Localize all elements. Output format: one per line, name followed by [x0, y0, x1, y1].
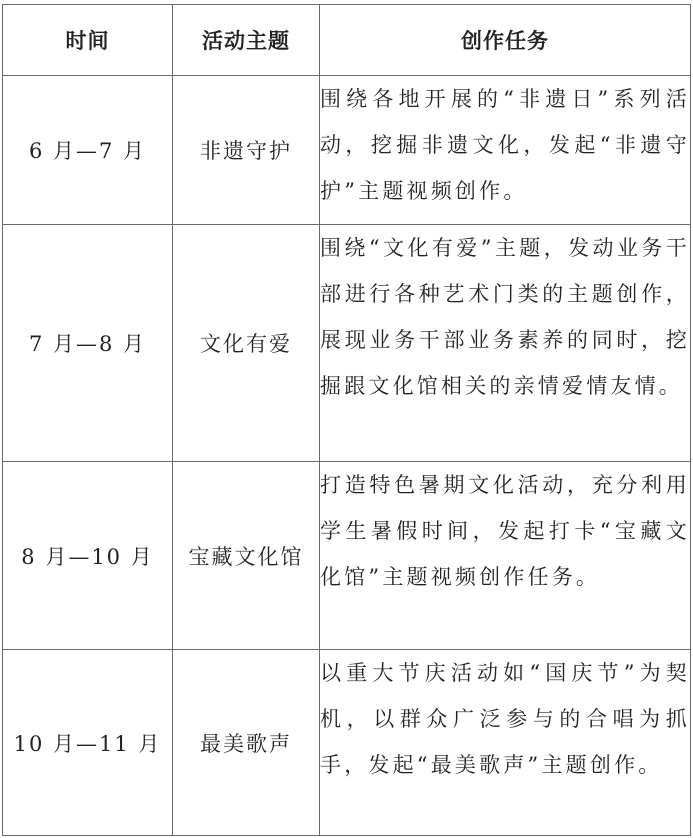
row-time: 7 月—8 月 — [3, 225, 173, 462]
row-time: 10 月—11 月 — [3, 650, 173, 836]
row-time: 6 月—7 月 — [3, 76, 173, 225]
table-row — [3, 462, 691, 650]
table-row — [3, 76, 691, 225]
table-row — [3, 650, 691, 836]
table-header-row — [3, 5, 691, 76]
row-theme: 最美歌声 — [173, 650, 320, 836]
row-task: 以重大节庆活动如“国庆节”为契机，以群众广泛参与的合唱为抓手，发起“最美歌声”主题创作。 — [320, 650, 691, 836]
row-theme: 非遗守护 — [173, 76, 320, 225]
header-time: 时间 — [3, 5, 173, 76]
row-task: 围绕“文化有爱”主题，发动业务干部进行各种艺术门类的主题创作，展现业务干部业务素养的同时，挖掘跟文化馆相关的亲情爱情友情。 — [320, 225, 691, 462]
row-task: 打造特色暑期文化活动，充分利用学生暑假时间，发起打卡“宝藏文化馆”主题视频创作任务。 — [320, 462, 691, 650]
row-time: 8 月—10 月 — [3, 462, 173, 650]
row-theme: 宝藏文化馆 — [173, 462, 320, 650]
activity-schedule-table — [2, 4, 691, 836]
table-row — [3, 225, 691, 462]
header-theme: 活动主题 — [173, 5, 320, 76]
row-task: 围绕各地开展的“非遗日”系列活动，挖掘非遗文化，发起“非遗守护”主题视频创作。 — [320, 76, 691, 225]
header-task: 创作任务 — [320, 5, 691, 76]
row-theme: 文化有爱 — [173, 225, 320, 462]
